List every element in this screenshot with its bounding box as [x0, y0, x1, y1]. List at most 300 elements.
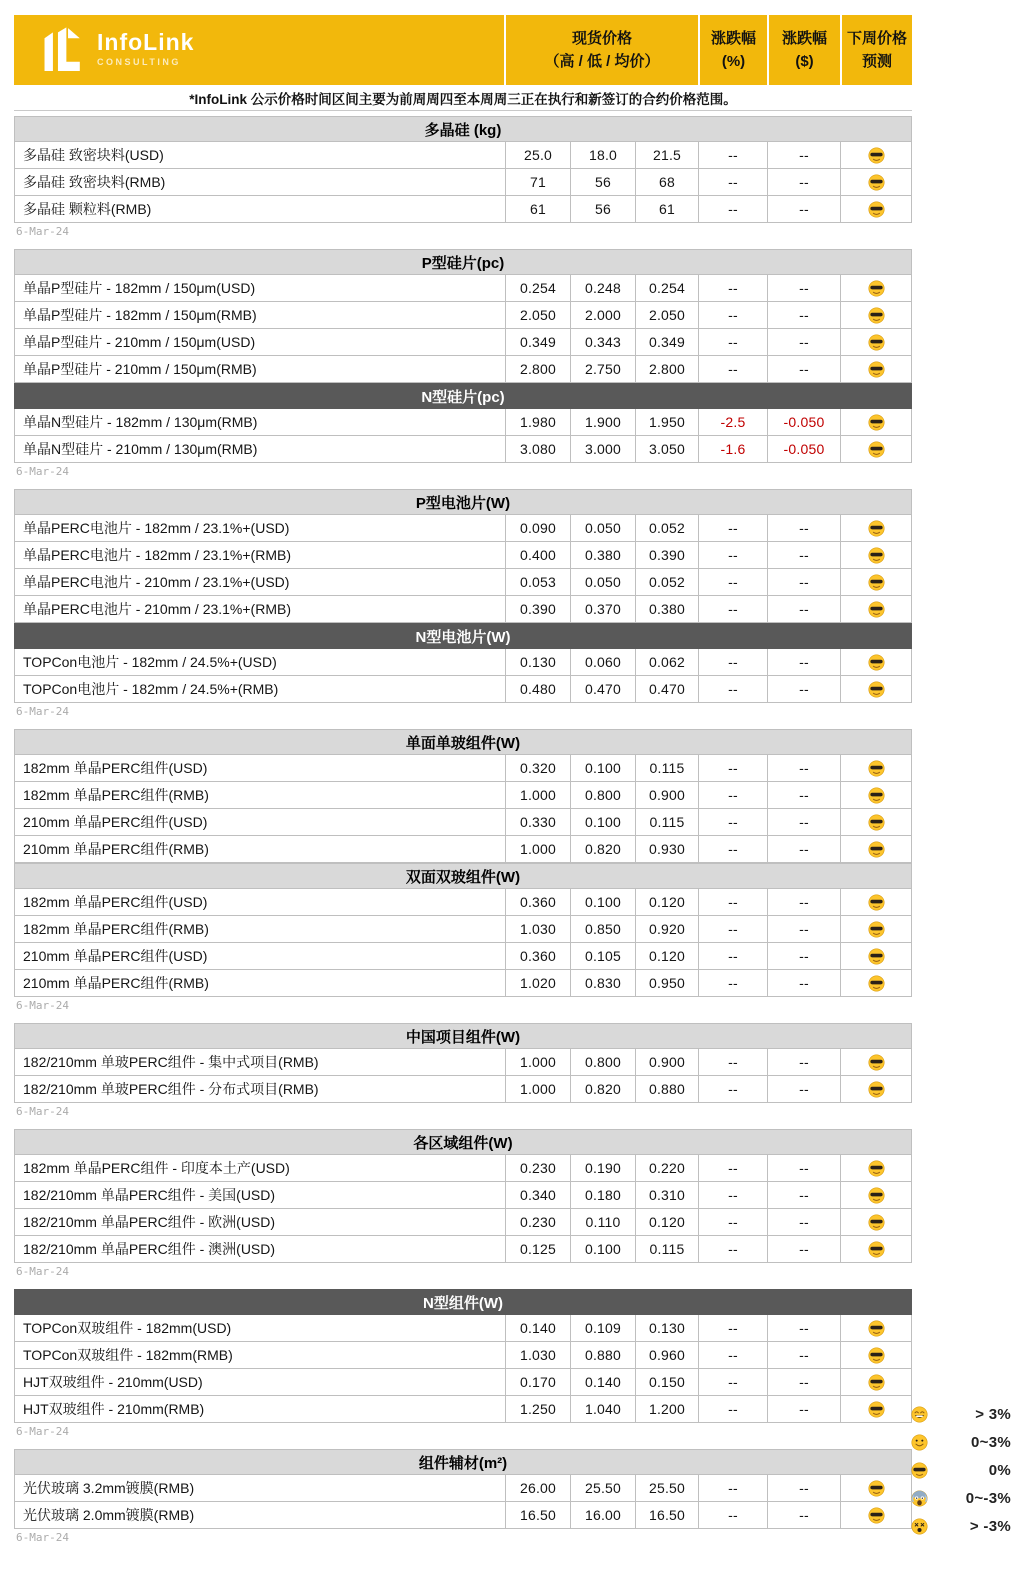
- sunglasses-face-icon: [868, 1347, 885, 1364]
- row-label: 210mm 单晶PERC组件(USD): [23, 948, 208, 964]
- change-pct-cell: --: [698, 1155, 767, 1181]
- forecast-cell: [840, 916, 911, 942]
- sunglasses-face-icon: [868, 1374, 885, 1391]
- legend-label: 0%: [988, 1461, 1011, 1479]
- sunglasses-face-icon: [868, 201, 885, 218]
- change-usd-cell: --: [767, 649, 840, 675]
- low-cell: 3.000: [570, 436, 635, 462]
- col-spot-price-line2: （高 / 低 / 均价）: [544, 53, 660, 70]
- forecast-cell: [840, 436, 911, 462]
- forecast-cell: [840, 275, 911, 301]
- avg-cell: 0.115: [635, 809, 698, 835]
- row-label: 单晶N型硅片 - 182mm / 130μm(RMB): [23, 414, 258, 430]
- forecast-cell: [840, 1209, 911, 1235]
- change-pct-cell: -1.6: [698, 436, 767, 462]
- table-row: [14, 1209, 912, 1236]
- row-label: 182/210mm 单晶PERC组件 - 澳洲(USD): [23, 1241, 276, 1257]
- change-pct-cell: --: [698, 1209, 767, 1235]
- avg-cell: 25.50: [635, 1475, 698, 1501]
- sunglasses-face-icon: [868, 361, 885, 378]
- price-block: [14, 1023, 912, 1103]
- high-cell: 3.080: [505, 436, 570, 462]
- price-note: *InfoLink 公示价格时间区间主要为前周周四至本周周三正在执行和新签订的合约价格范围。: [14, 85, 912, 111]
- avg-cell: 0.930: [635, 836, 698, 862]
- sunglasses-face-icon: [868, 975, 885, 992]
- row-label: 单晶P型硅片 - 210mm / 150μm(USD): [23, 334, 256, 350]
- low-cell: 56: [570, 169, 635, 195]
- row-label: 多晶硅 致密块料(USD): [23, 147, 164, 163]
- forecast-cell: [840, 302, 911, 328]
- change-usd-cell: -0.050: [767, 436, 840, 462]
- avg-cell: 0.220: [635, 1155, 698, 1181]
- row-label: 210mm 单晶PERC组件(RMB): [23, 975, 209, 991]
- change-usd-cell: --: [767, 596, 840, 622]
- change-pct-cell: --: [698, 275, 767, 301]
- high-cell: 0.140: [505, 1315, 570, 1341]
- price-block: [14, 489, 912, 703]
- high-cell: 1.000: [505, 1049, 570, 1075]
- high-cell: 0.349: [505, 329, 570, 355]
- change-usd-cell: -0.050: [767, 409, 840, 435]
- section-header: 双面双玻组件(W): [14, 863, 912, 889]
- table-row: [14, 1076, 912, 1103]
- legend-item: [911, 1400, 1011, 1428]
- screaming-face-icon: [911, 1490, 928, 1507]
- change-pct-cell: --: [698, 302, 767, 328]
- high-cell: 0.230: [505, 1209, 570, 1235]
- change-usd-cell: --: [767, 329, 840, 355]
- forecast-cell: [840, 755, 911, 781]
- brand-subtitle: CONSULTING: [97, 57, 181, 68]
- sunglasses-face-icon: [868, 921, 885, 938]
- col-change-usd: [767, 15, 840, 85]
- sunglasses-face-icon: [868, 1401, 885, 1418]
- low-cell: 0.140: [570, 1369, 635, 1395]
- table-row: [14, 302, 912, 329]
- section-header: 单面单玻组件(W): [14, 729, 912, 755]
- low-cell: 0.370: [570, 596, 635, 622]
- table-row: [14, 409, 912, 436]
- forecast-cell: [840, 596, 911, 622]
- high-cell: 0.480: [505, 676, 570, 702]
- low-cell: 0.100: [570, 755, 635, 781]
- avg-cell: 0.390: [635, 542, 698, 568]
- row-label: 多晶硅 颗粒料(RMB): [23, 201, 152, 217]
- high-cell: 0.330: [505, 809, 570, 835]
- row-label: TOPCon电池片 - 182mm / 24.5%+(USD): [23, 654, 277, 670]
- table-row: [14, 356, 912, 383]
- avg-cell: 0.254: [635, 275, 698, 301]
- forecast-cell: [840, 1182, 911, 1208]
- change-pct-cell: --: [698, 676, 767, 702]
- high-cell: 0.130: [505, 649, 570, 675]
- sunglasses-face-icon: [868, 280, 885, 297]
- section-header: N型组件(W): [14, 1289, 912, 1315]
- change-usd-cell: --: [767, 1155, 840, 1181]
- avg-cell: 0.900: [635, 782, 698, 808]
- high-cell: 1.000: [505, 836, 570, 862]
- row-label: 210mm 单晶PERC组件(RMB): [23, 841, 209, 857]
- col-change-pct: [698, 15, 767, 85]
- high-cell: 0.090: [505, 515, 570, 541]
- table-row: [14, 1236, 912, 1263]
- low-cell: 0.050: [570, 569, 635, 595]
- section-header: 组件辅材(m²): [14, 1449, 912, 1475]
- high-cell: 2.800: [505, 356, 570, 382]
- forecast-cell: [840, 196, 911, 222]
- change-usd-cell: --: [767, 275, 840, 301]
- table-row: [14, 1155, 912, 1182]
- forecast-cell: [840, 356, 911, 382]
- change-pct-cell: --: [698, 970, 767, 996]
- sunglasses-face-icon: [868, 441, 885, 458]
- table-row: [14, 142, 912, 169]
- avg-cell: 0.052: [635, 569, 698, 595]
- smiling-face-icon: [911, 1434, 928, 1451]
- avg-cell: 0.052: [635, 515, 698, 541]
- change-usd-cell: --: [767, 1475, 840, 1501]
- high-cell: 61: [505, 196, 570, 222]
- legend-label: > 3%: [975, 1405, 1011, 1423]
- low-cell: 16.00: [570, 1502, 635, 1528]
- forecast-cell: [840, 329, 911, 355]
- change-pct-cell: --: [698, 836, 767, 862]
- low-cell: 0.100: [570, 1236, 635, 1262]
- forecast-cell: [840, 1236, 911, 1262]
- low-cell: 0.850: [570, 916, 635, 942]
- high-cell: 0.340: [505, 1182, 570, 1208]
- grinning-face-icon: [911, 1406, 928, 1423]
- high-cell: 0.254: [505, 275, 570, 301]
- sunglasses-face-icon: [868, 760, 885, 777]
- section-date: 6-Mar-24: [16, 705, 69, 718]
- section-header: P型硅片(pc): [14, 249, 912, 275]
- legend-label: > -3%: [969, 1517, 1011, 1535]
- sunglasses-face-icon: [868, 1214, 885, 1231]
- change-pct-cell: --: [698, 1236, 767, 1262]
- dizzy-face-icon: [911, 1518, 928, 1535]
- row-label: 光伏玻璃 2.0mm镀膜(RMB): [23, 1507, 195, 1523]
- forecast-cell: [840, 782, 911, 808]
- change-usd-cell: --: [767, 142, 840, 168]
- table-row: [14, 889, 912, 916]
- table-row: [14, 1396, 912, 1423]
- avg-cell: 0.120: [635, 943, 698, 969]
- high-cell: 1.000: [505, 1076, 570, 1102]
- forecast-cell: [840, 1315, 911, 1341]
- row-label: 182/210mm 单晶PERC组件 - 欧洲(USD): [23, 1214, 276, 1230]
- change-pct-cell: -2.5: [698, 409, 767, 435]
- low-cell: 0.050: [570, 515, 635, 541]
- row-label: 多晶硅 致密块料(RMB): [23, 174, 166, 190]
- change-pct-cell: --: [698, 329, 767, 355]
- legend-item: [911, 1484, 1011, 1512]
- avg-cell: 2.050: [635, 302, 698, 328]
- sunglasses-face-icon: [868, 307, 885, 324]
- change-pct-cell: --: [698, 1342, 767, 1368]
- forecast-cell: [840, 1502, 911, 1528]
- avg-cell: 0.310: [635, 1182, 698, 1208]
- col-spot-price: [504, 15, 698, 85]
- section-date: 6-Mar-24: [16, 1265, 69, 1278]
- sunglasses-face-icon: [868, 414, 885, 431]
- section-date: 6-Mar-24: [16, 1105, 69, 1118]
- row-label: TOPCon电池片 - 182mm / 24.5%+(RMB): [23, 681, 279, 697]
- change-usd-cell: --: [767, 542, 840, 568]
- change-usd-cell: --: [767, 569, 840, 595]
- high-cell: 16.50: [505, 1502, 570, 1528]
- change-usd-cell: --: [767, 1396, 840, 1422]
- high-cell: 0.390: [505, 596, 570, 622]
- sunglasses-face-icon: [868, 1187, 885, 1204]
- sunglasses-face-icon: [868, 601, 885, 618]
- low-cell: 0.820: [570, 836, 635, 862]
- section-date: 6-Mar-24: [16, 465, 69, 478]
- change-usd-cell: --: [767, 1236, 840, 1262]
- table-row: [14, 1502, 912, 1529]
- avg-cell: 0.120: [635, 1209, 698, 1235]
- row-label: 182mm 单晶PERC组件(RMB): [23, 921, 209, 937]
- change-usd-cell: --: [767, 356, 840, 382]
- col-change-usd-line2: ($): [795, 53, 814, 70]
- avg-cell: 2.800: [635, 356, 698, 382]
- forecast-cell: [840, 836, 911, 862]
- table-row: [14, 1342, 912, 1369]
- change-pct-cell: --: [698, 1396, 767, 1422]
- low-cell: 1.040: [570, 1396, 635, 1422]
- high-cell: 2.050: [505, 302, 570, 328]
- high-cell: 0.230: [505, 1155, 570, 1181]
- table-row: [14, 329, 912, 356]
- low-cell: 0.109: [570, 1315, 635, 1341]
- row-label: HJT双玻组件 - 210mm(USD): [23, 1374, 203, 1390]
- sunglasses-face-icon: [868, 814, 885, 831]
- legend-item: [911, 1456, 1011, 1484]
- avg-cell: 0.130: [635, 1315, 698, 1341]
- brand-name: InfoLink: [97, 28, 195, 55]
- avg-cell: 68: [635, 169, 698, 195]
- high-cell: 0.170: [505, 1369, 570, 1395]
- row-label: 单晶N型硅片 - 210mm / 130μm(RMB): [23, 441, 258, 457]
- high-cell: 71: [505, 169, 570, 195]
- table-row: [14, 1182, 912, 1209]
- legend-label: 0~3%: [971, 1433, 1011, 1451]
- forecast-cell: [840, 1396, 911, 1422]
- section-header: N型硅片(pc): [14, 383, 912, 409]
- price-table: [14, 15, 912, 1555]
- table-row: [14, 782, 912, 809]
- sunglasses-face-icon: [868, 1507, 885, 1524]
- table-row: [14, 196, 912, 223]
- change-usd-cell: --: [767, 970, 840, 996]
- avg-cell: 3.050: [635, 436, 698, 462]
- table-row: [14, 676, 912, 703]
- change-usd-cell: --: [767, 943, 840, 969]
- col-forecast-line1: 下周价格: [846, 29, 907, 47]
- row-label: 210mm 单晶PERC组件(USD): [23, 814, 208, 830]
- low-cell: 0.380: [570, 542, 635, 568]
- avg-cell: 0.120: [635, 889, 698, 915]
- change-pct-cell: --: [698, 1049, 767, 1075]
- table-row: [14, 436, 912, 463]
- avg-cell: 0.349: [635, 329, 698, 355]
- table-row: [14, 916, 912, 943]
- sunglasses-face-icon: [868, 520, 885, 537]
- change-pct-cell: --: [698, 889, 767, 915]
- table-row: [14, 169, 912, 196]
- price-block: [14, 729, 912, 997]
- low-cell: 0.820: [570, 1076, 635, 1102]
- row-label: 光伏玻璃 3.2mm镀膜(RMB): [23, 1480, 195, 1496]
- change-pct-cell: --: [698, 1475, 767, 1501]
- change-pct-cell: --: [698, 1182, 767, 1208]
- row-label: 182mm 单晶PERC组件(USD): [23, 760, 208, 776]
- high-cell: 0.320: [505, 755, 570, 781]
- table-row: [14, 275, 912, 302]
- section-date: 6-Mar-24: [16, 1425, 69, 1438]
- sunglasses-face-icon: [868, 574, 885, 591]
- col-spot-price-line1: 现货价格: [571, 29, 632, 47]
- change-usd-cell: --: [767, 676, 840, 702]
- forecast-cell: [840, 809, 911, 835]
- low-cell: 0.180: [570, 1182, 635, 1208]
- forecast-legend: [911, 1400, 1011, 1540]
- table-row: [14, 596, 912, 623]
- row-label: 单晶P型硅片 - 182mm / 150μm(USD): [23, 280, 256, 296]
- forecast-cell: [840, 970, 911, 996]
- sunglasses-face-icon: [868, 334, 885, 351]
- sunglasses-face-icon: [868, 787, 885, 804]
- section-header: P型电池片(W): [14, 489, 912, 515]
- table-row: [14, 515, 912, 542]
- forecast-cell: [840, 542, 911, 568]
- change-usd-cell: --: [767, 916, 840, 942]
- change-usd-cell: --: [767, 889, 840, 915]
- change-pct-cell: --: [698, 943, 767, 969]
- low-cell: 56: [570, 196, 635, 222]
- low-cell: 0.060: [570, 649, 635, 675]
- low-cell: 0.190: [570, 1155, 635, 1181]
- change-pct-cell: --: [698, 1369, 767, 1395]
- section-header: 各区域组件(W): [14, 1129, 912, 1155]
- table-row: [14, 809, 912, 836]
- table-row: [14, 569, 912, 596]
- high-cell: 0.053: [505, 569, 570, 595]
- avg-cell: 0.920: [635, 916, 698, 942]
- row-label: 单晶PERC电池片 - 210mm / 23.1%+(USD): [23, 574, 290, 590]
- sunglasses-face-icon: [868, 1480, 885, 1497]
- sunglasses-face-icon: [868, 1054, 885, 1071]
- section-date: 6-Mar-24: [16, 1531, 69, 1544]
- row-label: 单晶PERC电池片 - 182mm / 23.1%+(USD): [23, 520, 290, 536]
- low-cell: 0.100: [570, 889, 635, 915]
- high-cell: 1.020: [505, 970, 570, 996]
- change-pct-cell: --: [698, 809, 767, 835]
- section-header: N型电池片(W): [14, 623, 912, 649]
- sunglasses-face-icon: [868, 1160, 885, 1177]
- forecast-cell: [840, 569, 911, 595]
- change-usd-cell: --: [767, 196, 840, 222]
- table-row: [14, 755, 912, 782]
- sunglasses-face-icon: [868, 948, 885, 965]
- row-label: 182/210mm 单玻PERC组件 - 集中式项目(RMB): [23, 1054, 319, 1070]
- logo-text: [97, 30, 194, 70]
- high-cell: 0.400: [505, 542, 570, 568]
- low-cell: 0.343: [570, 329, 635, 355]
- forecast-cell: [840, 943, 911, 969]
- row-label: TOPCon双玻组件 - 182mm(USD): [23, 1320, 232, 1336]
- avg-cell: 0.115: [635, 1236, 698, 1262]
- legend-label: 0~-3%: [965, 1489, 1011, 1507]
- low-cell: 0.105: [570, 943, 635, 969]
- low-cell: 2.000: [570, 302, 635, 328]
- avg-cell: 1.950: [635, 409, 698, 435]
- change-pct-cell: --: [698, 1315, 767, 1341]
- low-cell: 0.248: [570, 275, 635, 301]
- sunglasses-face-icon: [911, 1462, 928, 1479]
- change-pct-cell: --: [698, 1502, 767, 1528]
- change-pct-cell: --: [698, 356, 767, 382]
- col-forecast-line2: 预测: [861, 53, 892, 70]
- row-label: TOPCon双玻组件 - 182mm(RMB): [23, 1347, 233, 1363]
- forecast-cell: [840, 1369, 911, 1395]
- sunglasses-face-icon: [868, 1081, 885, 1098]
- forecast-cell: [840, 1155, 911, 1181]
- row-label: 单晶PERC电池片 - 182mm / 23.1%+(RMB): [23, 547, 291, 563]
- change-pct-cell: --: [698, 169, 767, 195]
- table-row: [14, 836, 912, 863]
- forecast-cell: [840, 1049, 911, 1075]
- low-cell: 1.900: [570, 409, 635, 435]
- high-cell: 25.0: [505, 142, 570, 168]
- row-label: 182mm 单晶PERC组件 - 印度本土产(USD): [23, 1160, 290, 1176]
- change-usd-cell: --: [767, 1049, 840, 1075]
- avg-cell: 0.115: [635, 755, 698, 781]
- section-date: 6-Mar-24: [16, 999, 69, 1012]
- avg-cell: 0.470: [635, 676, 698, 702]
- avg-cell: 0.960: [635, 1342, 698, 1368]
- sunglasses-face-icon: [868, 894, 885, 911]
- low-cell: 2.750: [570, 356, 635, 382]
- low-cell: 0.470: [570, 676, 635, 702]
- low-cell: 0.110: [570, 1209, 635, 1235]
- high-cell: 1.030: [505, 916, 570, 942]
- section-date: 6-Mar-24: [16, 225, 69, 238]
- avg-cell: 0.950: [635, 970, 698, 996]
- change-usd-cell: --: [767, 1315, 840, 1341]
- avg-cell: 16.50: [635, 1502, 698, 1528]
- low-cell: 0.100: [570, 809, 635, 835]
- high-cell: 0.125: [505, 1236, 570, 1262]
- legend-item: [911, 1428, 1011, 1456]
- forecast-cell: [840, 409, 911, 435]
- change-usd-cell: --: [767, 515, 840, 541]
- low-cell: 0.880: [570, 1342, 635, 1368]
- table-row: [14, 1049, 912, 1076]
- low-cell: 0.830: [570, 970, 635, 996]
- forecast-cell: [840, 1475, 911, 1501]
- avg-cell: 0.150: [635, 1369, 698, 1395]
- price-block: [14, 249, 912, 463]
- change-pct-cell: --: [698, 782, 767, 808]
- high-cell: 1.980: [505, 409, 570, 435]
- table-row: [14, 649, 912, 676]
- section-header: 多晶硅 (kg): [14, 116, 912, 142]
- infolink-logo: [14, 15, 504, 85]
- table-row: [14, 1475, 912, 1502]
- row-label: HJT双玻组件 - 210mm(RMB): [23, 1401, 205, 1417]
- avg-cell: 0.880: [635, 1076, 698, 1102]
